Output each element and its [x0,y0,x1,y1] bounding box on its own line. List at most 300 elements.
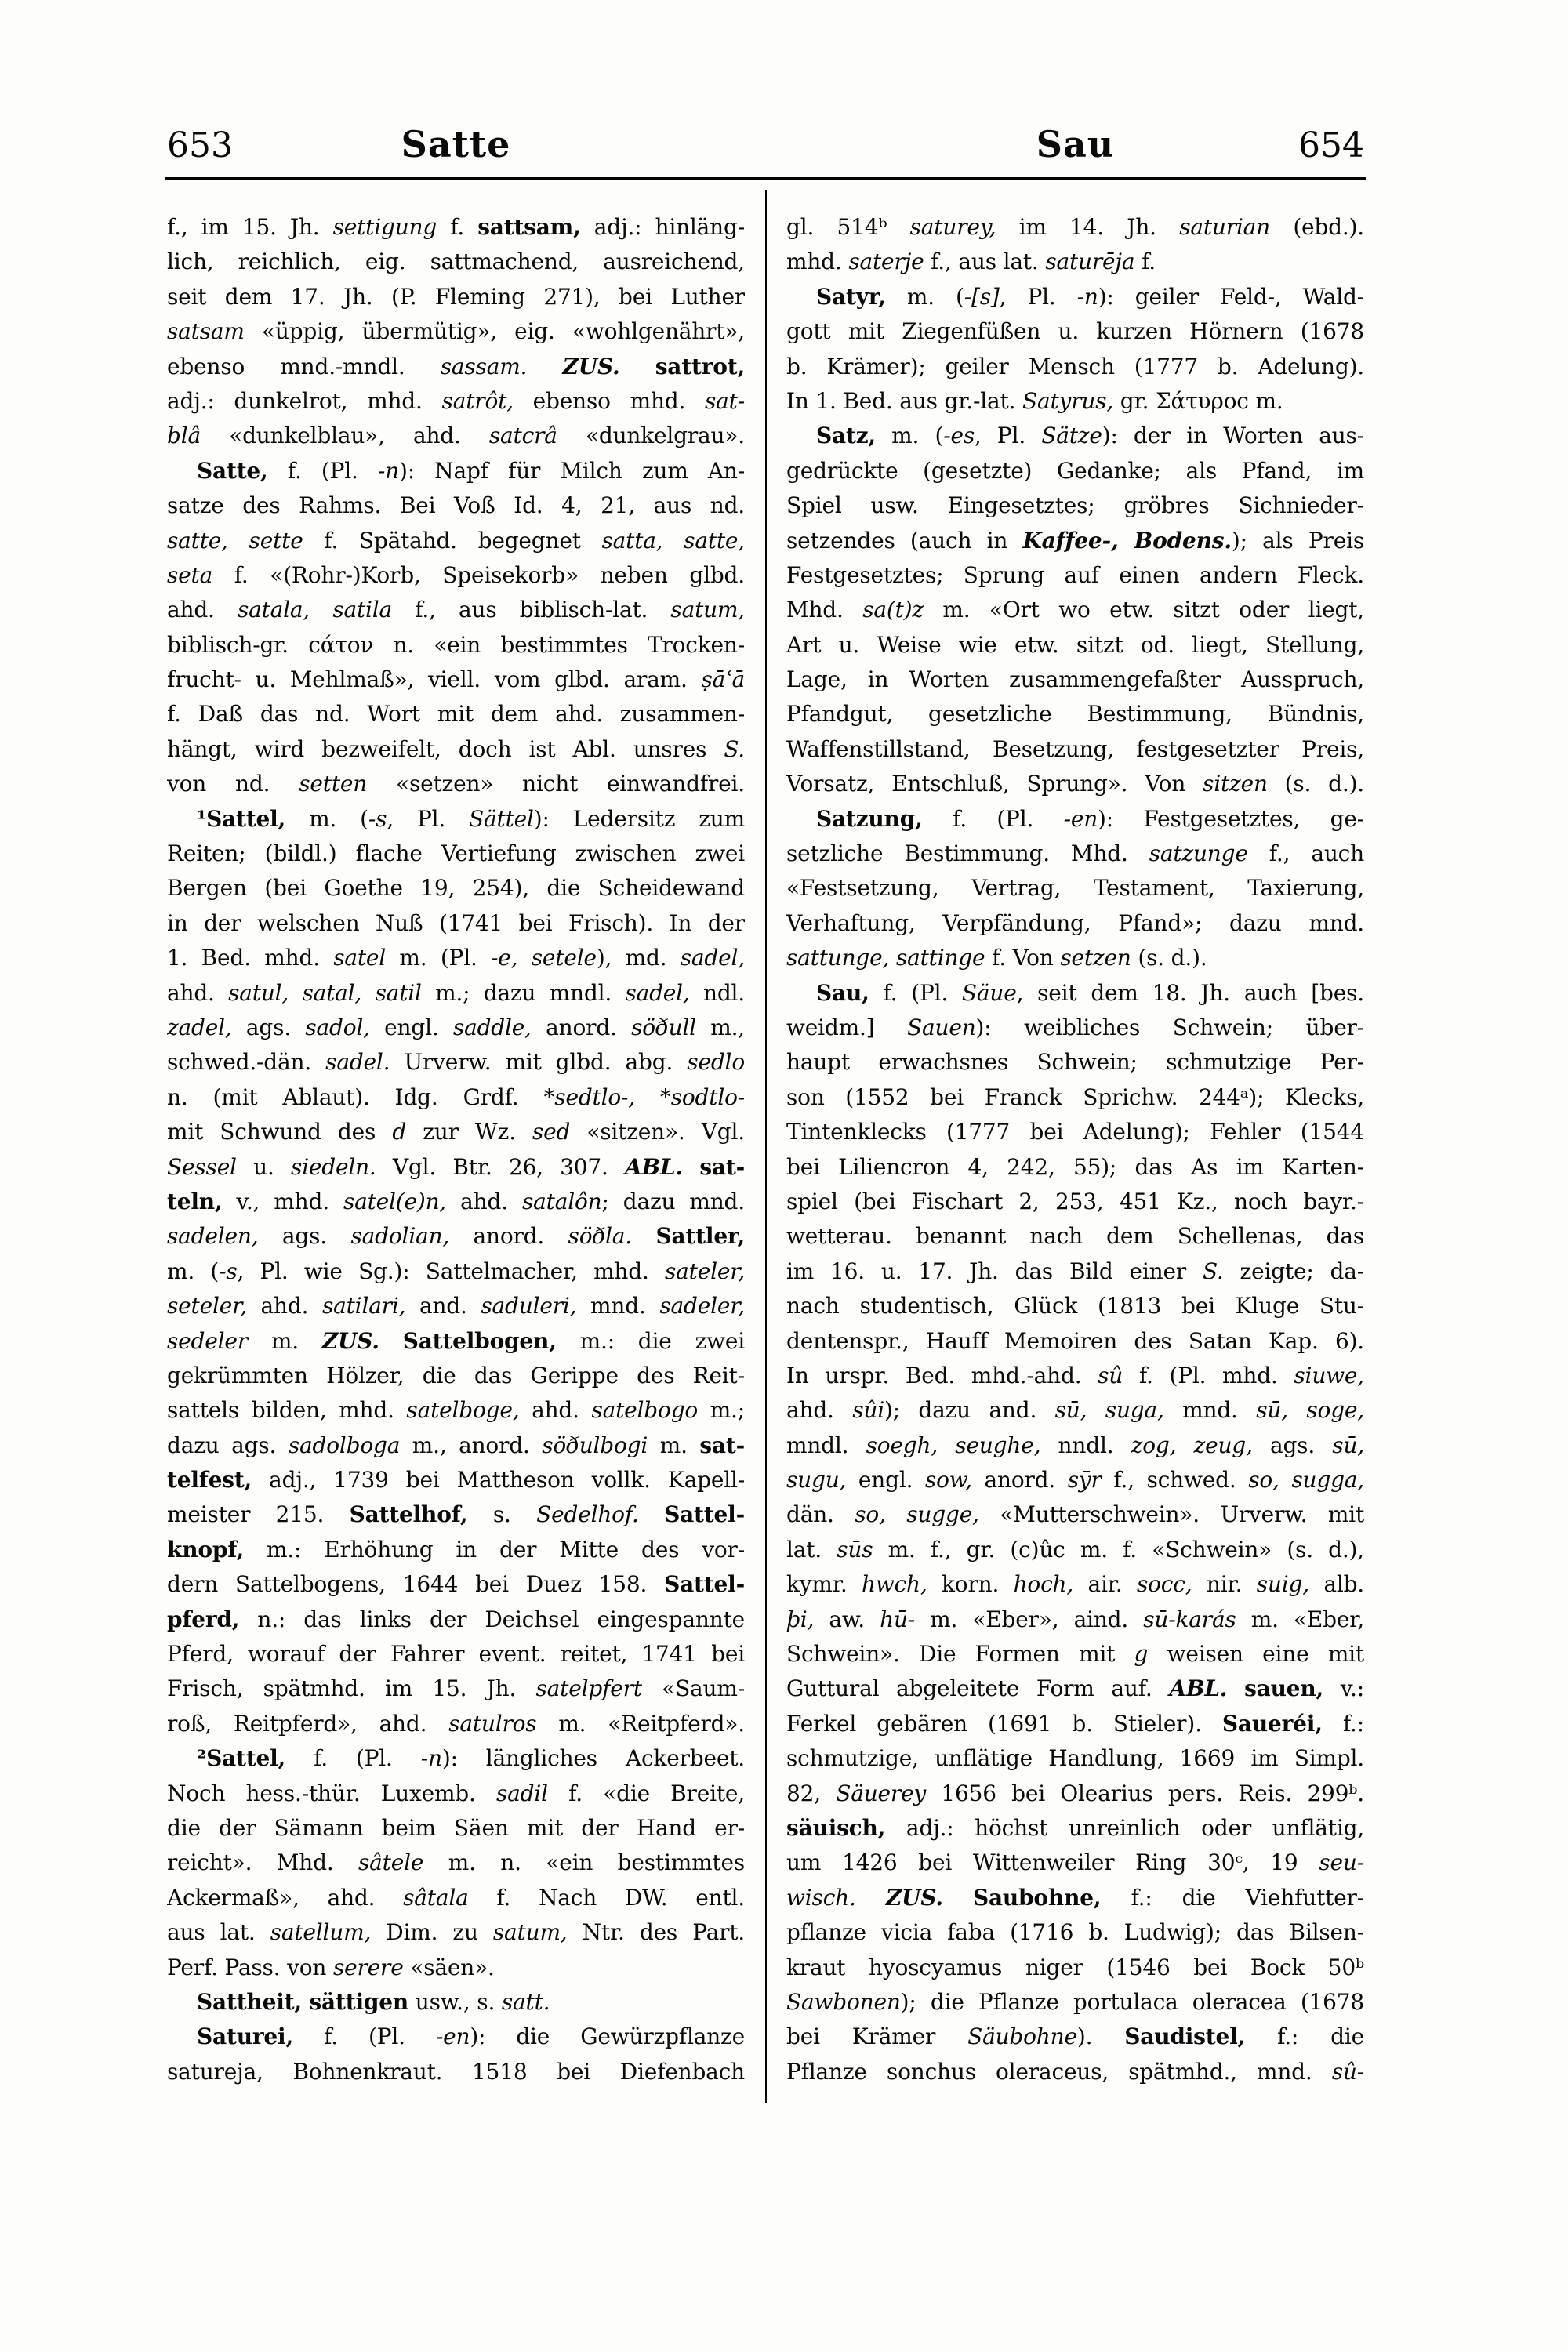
text-segment: Schwein». Die Formen mit [786,1641,1134,1668]
text-segment: adj.: hinläng- [580,214,745,240]
text-line [786,1428,1364,1463]
text-line [167,210,745,245]
text-segment: -s [219,1258,238,1284]
text-segment: haupt erwachsnes Schwein; schmutzige Per- [786,1049,1364,1076]
text-line [786,941,1364,975]
text-segment: ABL. [625,1153,684,1180]
text-line [167,1881,745,1915]
text-segment: seit dem 17. Jh. (P. Fleming 271), bei Luther [167,283,745,310]
text-line [786,1080,1364,1115]
text-segment: m. ( [885,283,964,310]
text-segment: saturian [1179,214,1271,240]
text-segment: *sedtlo-, *sodtlo- [543,1083,745,1110]
text-line [167,1393,745,1428]
text-segment [620,354,655,379]
text-segment: anord. [971,1467,1068,1494]
text-segment: nir. [1192,1571,1257,1598]
text-segment: s. [467,1501,537,1528]
text-segment: sū-karás [1143,1606,1236,1632]
text-segment: weisen eine mit [1148,1641,1364,1668]
text-segment: m. «Reitpferd». [536,1710,745,1737]
text-segment: suig, [1256,1571,1309,1598]
text-segment: satte, sette [167,527,303,554]
text-segment: nndl. [1040,1432,1131,1458]
text-segment: Bergen (bei Goethe 19, 254), die Scheidewand [167,875,745,902]
text-segment: m. n. «ein bestimmtes [423,1849,745,1876]
text-segment: saduleri, [481,1293,577,1319]
text-segment [856,1885,886,1911]
text-segment: , Pl. wie Sg.): Sattelmacher, mhd. [237,1258,665,1284]
text-segment: ); dazu and. [884,1397,1055,1424]
text-segment: sat- [705,387,745,414]
text-segment [683,1154,699,1180]
text-segment: so, sugge, [855,1501,979,1528]
text-line [786,976,1364,1011]
text-line [786,1915,1364,1950]
text-line [167,802,745,837]
text-segment: Sauen [907,1014,976,1040]
text-segment: f. [1134,249,1156,275]
text-segment: Sätze [1041,423,1102,449]
text-line [167,1985,745,2020]
text-segment: seta [167,561,213,588]
text-segment: ): Festgesetztes, ge- [1098,805,1364,832]
text-segment: n. (mit Ablaut). Idg. Grdf. [167,1083,544,1110]
text-segment: m. ( [285,805,368,832]
text-line [786,906,1364,941]
text-segment: serere [332,1954,404,1980]
text-segment [639,1501,664,1527]
text-segment: n.: das links der Deichsel eingespannte [239,1606,745,1632]
text-line [786,558,1364,593]
text-segment: sū, suga, [1054,1397,1164,1424]
text-segment: zadel, [167,1014,232,1040]
text-segment: Sattheit, sättigen [197,1988,409,2015]
text-segment: lat. [786,1536,837,1563]
text-segment: gl. 514ᵇ [786,214,910,240]
text-segment: ): der in Worten aus- [1102,423,1364,449]
text-segment: Ntr. des Part. [567,1919,745,1946]
text-segment: ; dazu mnd. [601,1188,745,1214]
text-segment: sattunge, sattinge [786,945,985,971]
text-line [167,454,745,488]
text-segment: engl. [846,1467,925,1494]
text-segment: m. ( [875,423,944,449]
text-segment: aus lat. [167,1919,270,1946]
text-segment: frucht- u. Mehlmaß», viell. vom glbd. aram. [167,666,702,693]
text-segment: «Mutterschwein». Urverw. mit [978,1501,1364,1528]
text-line [167,1359,745,1393]
text-segment: sugu, [786,1467,847,1494]
text-line [167,1115,745,1149]
text-segment: hwch, [861,1571,927,1598]
text-line [167,871,745,906]
text-segment: satelboge, [406,1397,520,1424]
text-line [786,1985,1364,2020]
text-segment: satta, satte, [601,527,745,554]
text-segment: (s. d.). [1267,771,1364,797]
text-segment: «dunkelgrau». [557,423,745,449]
text-segment: sadel. [325,1049,390,1076]
text-segment: Satte, [197,457,268,484]
text-segment: m. «Eber», aind. [915,1606,1144,1632]
text-segment: satel [333,945,387,971]
text-segment: satze des Rahms. Bei Voß Id. 4, 21, aus nd. [167,492,745,519]
text-line [786,280,1364,314]
text-line [786,1115,1364,1149]
text-segment: -en [1063,805,1098,832]
text-line [167,1289,745,1323]
text-segment: saterje [848,249,924,275]
text-segment: air. [1073,1571,1137,1598]
text-segment: satulros [448,1710,537,1737]
text-segment: sū, soge, [1256,1397,1364,1424]
running-head-right: Sau [1036,123,1115,165]
text-line [167,245,745,279]
text-segment: Sattel- [664,1571,745,1598]
text-line [786,628,1364,662]
text-line [167,662,745,697]
text-segment: Lage, in Worten zusammengefaßter Ausspruch, [786,666,1364,693]
text-segment: In urspr. Bed. mhd.-ahd. [786,1362,1098,1388]
text-segment: ); die Pflanze portulaca oleracea (1678 [900,1988,1364,2015]
text-segment: satrôt, [441,387,514,414]
text-segment: f.: die Viehfutter- [1101,1884,1364,1911]
text-segment: sadelen, [167,1223,259,1250]
text-segment: m. f., gr. (c)ûc m. f. «Schwein» (s. d.), [873,1536,1364,1563]
text-segment: Sattel- [664,1501,745,1528]
text-segment: m. (Pl. [386,945,492,971]
text-segment: alb. [1308,1571,1364,1598]
text-line [786,802,1364,837]
text-segment: 1656 bei Olearius pers. Reis. 299ᵇ. [926,1780,1364,1806]
text-line [786,1951,1364,1985]
text-segment: sȳr [1067,1467,1102,1494]
text-line [786,210,1364,245]
text-segment: saturey, [909,214,996,240]
text-segment: f., auch [1247,840,1364,867]
text-segment: In 1. Bed. aus gr.-lat. [786,387,1022,414]
text-line [786,662,1364,697]
text-segment: sedeler [167,1327,248,1354]
text-segment: kymr. [786,1571,862,1598]
text-segment: satt. [501,1988,550,2015]
text-segment: «üppig, übermütig», eig. «wohlgenährt», [244,318,745,345]
left-column [167,210,745,2089]
text-segment: sadeler, [659,1293,745,1319]
text-segment: m.: Erhöhung in der Mitte des vor- [244,1536,745,1563]
text-segment: Art u. Weise wie etw. sitzt od. liegt, Stellung, [786,631,1364,658]
text-segment: hängt, wird bezweifelt, doch ist Abl. unsres [167,735,724,762]
text-segment: anord. [531,1014,632,1040]
text-segment: f. Nach DW. entl. [468,1884,745,1911]
text-segment: f. (Pl. mhd. [1123,1362,1294,1388]
text-segment: schmutzige, unflätige Handlung, 1669 im Simpl. [786,1745,1364,1772]
text-line [167,524,745,558]
text-segment: Urverw. mit glbd. abg. [390,1049,688,1076]
text-segment: sa(t)z [862,597,924,623]
text-segment [1227,1675,1244,1701]
text-segment: satellum, [270,1919,372,1946]
text-segment: säuisch, [786,1814,886,1841]
text-segment: hū- [880,1606,916,1632]
text-segment: zog, zeug, [1131,1432,1253,1458]
text-segment: -es [943,423,975,449]
text-segment: «Saum- [641,1675,745,1702]
text-segment: biblisch-gr. cάτον n. «ein bestimmtes Trocken- [167,631,745,658]
text-segment: setzliche Bestimmung. Mhd. [786,840,1149,867]
text-line [786,1602,1364,1637]
text-segment: ebenso mnd.-mndl. [167,353,441,379]
text-segment: Frisch, spätmhd. im 15. Jh. [167,1675,536,1702]
text-line [786,1533,1364,1567]
text-line [167,1846,745,1880]
text-segment: -en [435,2024,470,2050]
text-line [786,593,1364,627]
text-segment: S. [1202,1258,1224,1284]
text-line [167,384,745,419]
text-line [167,732,745,767]
text-segment: sattels bilden, mhd. [167,1397,407,1424]
text-segment: satum, [492,1919,568,1946]
text-segment: f. «die Breite, [547,1780,745,1806]
text-segment: spiel (bei Fischart 2, 253, 451 Kz., noch bayr.- [786,1188,1364,1214]
text-segment: Satyrus, [1022,387,1114,414]
text-segment: ṣāʿā [701,666,745,693]
text-segment: Ackermaß», ahd. [167,1884,404,1911]
text-segment: die der Sämann beim Säen mit der Hand er- [167,1814,745,1841]
text-line [786,384,1364,419]
right-column [786,210,1364,2089]
text-line [786,1463,1364,1497]
text-segment: 82, [786,1780,837,1806]
text-line [167,1428,745,1463]
text-segment: sow, [924,1467,972,1494]
text-segment: saturēja [1045,249,1135,275]
text-segment: d [392,1119,407,1145]
text-segment: söðulbogi [542,1432,648,1458]
text-line [786,1811,1364,1846]
text-segment: u. [236,1153,291,1180]
text-segment: seteler, [167,1293,247,1319]
text-segment: ebenso mhd. [513,387,706,414]
text-line [786,871,1364,906]
text-line [167,976,745,1011]
text-segment: Sedelhof. [536,1501,639,1528]
text-segment: , Pl. [975,423,1042,449]
text-line [167,1254,745,1289]
text-segment: «setzen» nicht einwandfrei. [367,771,745,797]
text-line [786,1497,1364,1532]
text-segment: «Festsetzung, Vertrag, Testament, Taxierung, [786,875,1364,902]
text-segment: Satz, [816,423,876,449]
text-segment: satelpfert [535,1675,642,1702]
text-segment: Pferd, worauf der Fahrer event. reitet, 1741 bei [167,1641,745,1668]
text-segment: Ferkel gebären (1691 b. Stieler). [786,1710,1222,1737]
text-segment: sassam. [440,353,528,379]
text-segment: «säen». [403,1954,495,1980]
text-segment: Perf. Pass. von [167,1954,333,1980]
text-segment: f. (Pl. [869,979,962,1006]
text-segment: ²Sattel, [197,1745,286,1772]
text-line [167,837,745,871]
text-segment: ahd. [519,1397,592,1424]
text-segment: satala, satila [237,597,393,623]
text-segment: sedlo [687,1049,745,1076]
text-segment: sâtele [358,1849,424,1876]
text-segment: pferd, [167,1606,240,1632]
text-segment: ndl. [689,979,745,1006]
text-segment: weidm.] [786,1014,908,1040]
text-line [167,1324,745,1359]
text-segment: ): Ledersitz zum [533,805,745,832]
text-segment: gedrückte (gesetzte) Gedanke; als Pfand, im [786,457,1364,484]
text-segment: f., aus biblisch-lat. [392,597,671,623]
text-segment: Tintenklecks (1777 bei Adelung); Fehler (1544 [786,1119,1364,1145]
text-segment: satcrâ [488,423,557,449]
text-segment [632,1223,655,1249]
text-segment: f.: die [1245,2024,1364,2050]
text-segment: ZUS. [321,1327,379,1354]
text-segment: Sattelhof, [349,1501,468,1528]
text-segment: zeigte; da- [1223,1258,1364,1284]
text-line [786,767,1364,801]
text-segment: satzunge [1149,840,1248,867]
text-segment: Pflanze sonchus oleraceus, spätmhd., mnd. [786,2058,1332,2085]
text-line [786,1289,1364,1323]
text-segment: sadolian, [350,1223,450,1250]
text-line [167,1951,745,1985]
text-segment: lich, reichlich, eig. sattmachend, ausreichend, [167,249,745,275]
text-segment: Satyr, [816,283,886,310]
text-segment: m. [247,1327,322,1354]
text-segment: ZUS. [562,353,620,379]
text-line [786,697,1364,731]
text-line [167,697,745,731]
text-segment: schwed.-dän. [167,1049,326,1076]
text-segment: nach studentisch, Glück (1813 bei Kluge Stu- [786,1293,1364,1319]
text-segment: sâtala [403,1884,469,1911]
text-segment: reicht». Mhd. [167,1849,359,1876]
text-line [167,1011,745,1045]
text-line [786,245,1364,279]
text-segment: son (1552 bei Franck Sprichw. 244ᵃ); Klecks, [786,1083,1364,1110]
text-segment: Dim. zu [371,1919,493,1946]
text-segment: ags. [231,1014,306,1040]
text-segment: m., anord. [400,1432,543,1458]
text-segment: pflanze vicia faba (1716 b. Ludwig); das Bilsen- [786,1919,1364,1946]
text-segment: bei Krämer [786,2024,968,2050]
text-segment: sattrot, [655,353,745,379]
text-line [786,314,1364,349]
text-segment: sattsam, [477,214,581,240]
text-segment: Satzung, [816,805,923,832]
text-segment: Vorsatz, Entschluß, Sprung». Von [786,771,1203,797]
text-segment: adj.: dunkelrot, mhd. [167,387,442,414]
text-segment: f., aus lat. [924,249,1046,275]
text-segment: satilari, [321,1293,406,1319]
text-segment: f.: [1322,1710,1364,1737]
text-line [167,1602,745,1637]
text-line [167,558,745,593]
text-segment: Saubohne, [972,1884,1102,1911]
text-segment: Sattelbogen, [402,1327,557,1354]
text-line [167,1463,745,1497]
text-segment: m. ( [167,1258,220,1284]
text-segment: -e, setele [491,945,597,971]
text-segment: gekrümmten Hölzer, die das Gerippe des Reit- [167,1362,745,1388]
text-line [167,350,745,384]
text-line [786,1185,1364,1219]
text-segment: aw. [814,1606,880,1632]
text-line [786,1846,1364,1880]
text-segment: Säuerey [836,1780,927,1806]
text-line [167,1707,745,1741]
text-segment: Saueréi, [1221,1710,1323,1737]
text-segment: Verhaftung, Verpfändung, Pfand»; dazu mnd. [786,909,1364,936]
text-segment: kraut hyoscyamus niger (1546 bei Bock 50ᵇ [786,1954,1364,1980]
text-segment: sateler, [664,1258,745,1284]
text-segment: sadolboga [288,1432,401,1458]
text-line [786,1637,1364,1671]
text-segment: Säubohne [967,2024,1077,2050]
text-segment: anord. [449,1223,568,1250]
text-segment: ahd. [167,597,238,623]
text-segment: Sau, [816,979,869,1006]
text-segment: teln, [167,1188,223,1214]
text-line [167,628,745,662]
text-segment: satul, satal, satil [228,979,422,1006]
text-segment: f. Daß das nd. Wort mit dem ahd. zusammen- [167,701,745,728]
text-segment: S. [724,735,745,762]
text-segment: korn. [927,1571,1014,1598]
text-segment: Sättel [469,805,534,832]
text-line [786,1881,1364,1915]
text-segment: saddle, [452,1014,532,1040]
text-line [786,2055,1364,2089]
text-segment: sauen, [1244,1675,1324,1702]
text-segment: v.: [1323,1675,1364,1702]
text-segment: v., mhd. [222,1188,343,1214]
text-segment: mnd. [576,1293,660,1319]
text-segment: Saturei, [197,2024,294,2050]
text-segment: wisch. [786,1884,856,1911]
text-segment: söðla. [568,1223,632,1250]
text-segment: m.: die zwei [556,1327,745,1354]
text-segment: m. «Eber, [1236,1606,1364,1632]
text-line [167,1811,745,1846]
text-line [786,1671,1364,1706]
text-segment: setten [299,771,368,797]
text-segment: Pfandgut, gesetzliche Bestimmung, Bündnis, [786,701,1364,728]
text-segment: dentenspr., Hauff Memoiren des Satan Kap. 6). [786,1327,1364,1354]
text-line [786,454,1364,488]
text-segment: adj.: höchst unreinlich oder unflätig, [885,1814,1364,1841]
text-segment: söðull [631,1014,696,1040]
text-line [786,1393,1364,1428]
text-segment: f. Von [985,945,1061,971]
text-segment: «dunkelblau», ahd. [200,423,489,449]
text-line [167,1567,745,1602]
text-line [786,1150,1364,1185]
text-segment: Mhd. [786,597,863,623]
text-segment: dern Sattelbogens, 1644 bei Duez 158. [167,1571,665,1598]
text-line [167,314,745,349]
text-segment [527,354,562,379]
page-number-left: 653 [167,125,233,165]
text-segment: telfest, [167,1467,252,1494]
text-line [786,488,1364,523]
